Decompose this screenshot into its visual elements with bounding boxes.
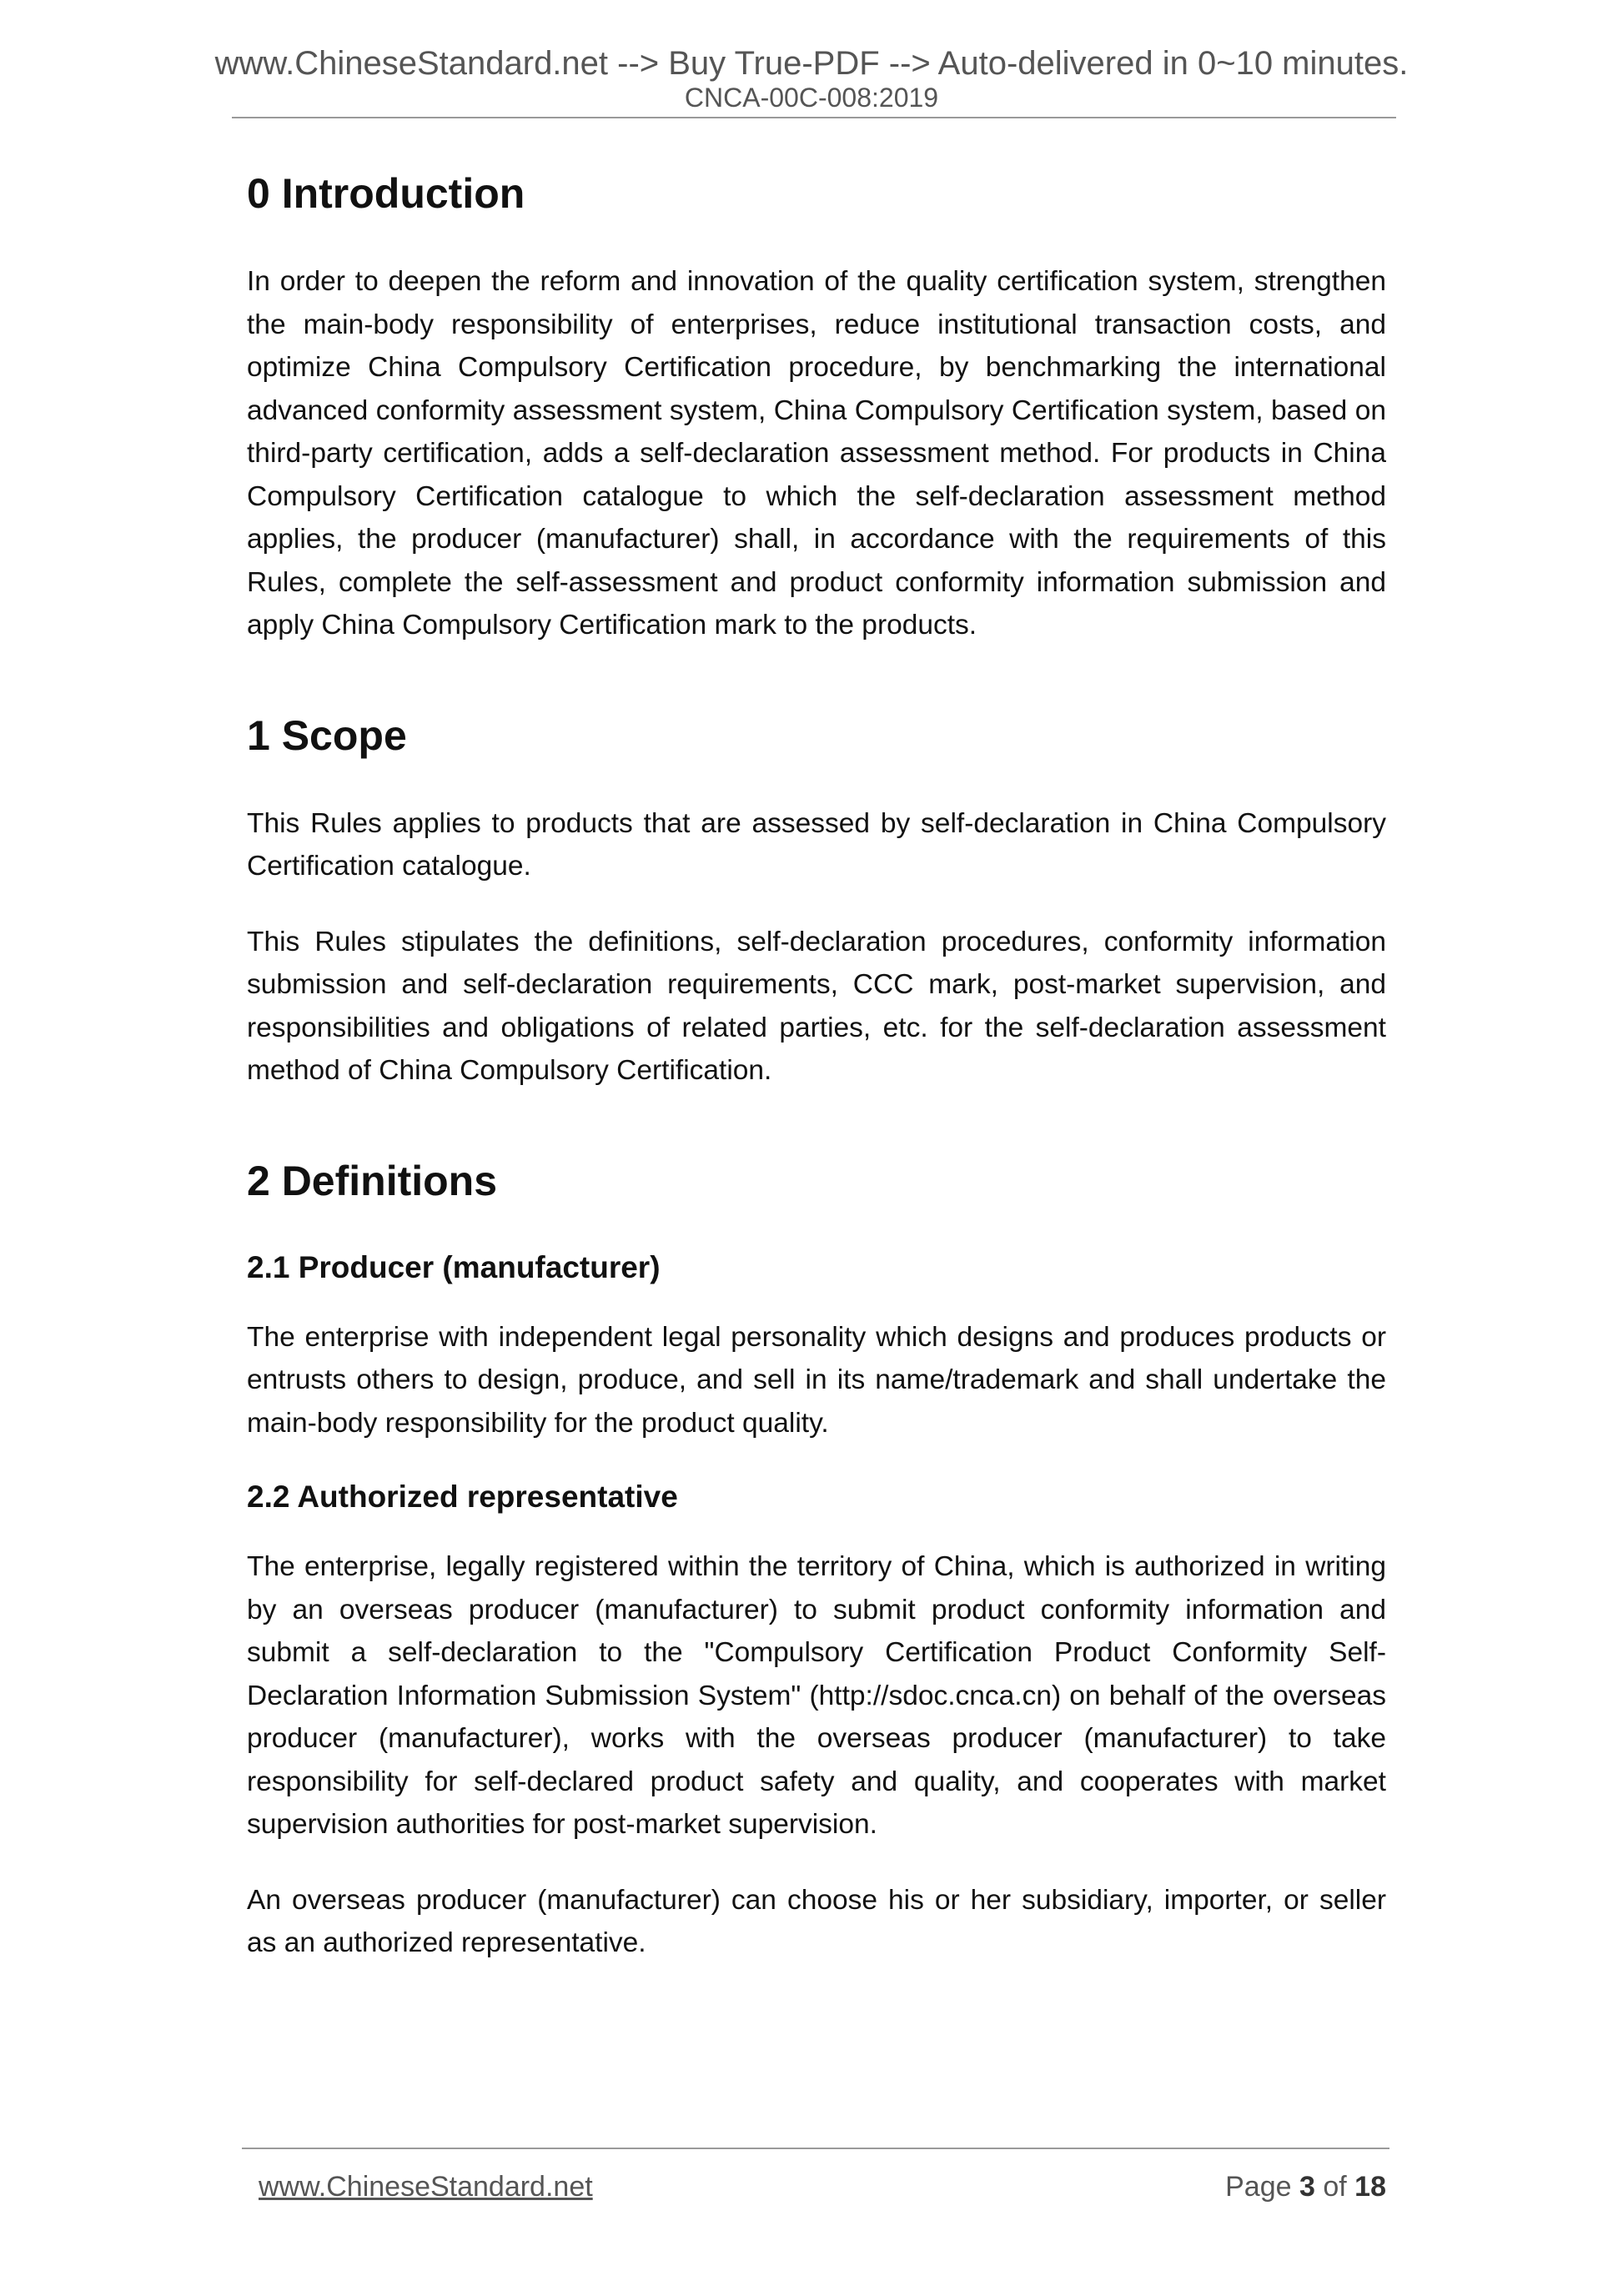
paragraph-introduction: In order to deepen the reform and innovation of the quality certification system, strengthen the main-body responsibility of enterprises, reduce institutional transaction costs, and optimize China Compulsory Certification procedure, by benchmarking the international advanced conformity assessment system, China Compulsory Certification system, based on third-party certification, adds a self-declaration assessment method. For products in China Compulsory Certification catalogue to which the self-declaration assessment method applies, the producer (manufacturer) shall, in accordance with the requirements of this Rules, complete the self-assessment and product conformity information submission and apply China Compulsory Certification mark to the products. [247,266,1386,641]
paragraph-producer: The enterprise with independent legal personality which designs and produces products or entrusts others to design, produce, and sell in its name/trademark and shall undertake the main-body responsibility for the product quality. [247,1321,1386,1439]
heading-introduction: 0 Introduction [247,170,525,217]
page-content [247,167,1386,1965]
page-current: 3 [1299,2171,1315,2203]
header-divider [232,117,1396,118]
footer-website-link[interactable]: www.ChineseStandard.net [259,2171,593,2203]
page-total: 18 [1354,2171,1386,2203]
paragraph-scope-1: This Rules applies to products that are assessed by self-declaration in China Compulsory Certification catalogue. [247,807,1386,882]
heading-producer: 2.1 Producer (manufacturer) [247,1249,661,1284]
paragraph-authorized-representative-2: An overseas producer (manufacturer) can choose his or her subsidiary, importer, or seller as an authorized representative. [247,1884,1386,1958]
page-of: of [1323,2171,1347,2203]
paragraph-authorized-representative-1: The enterprise, legally registered within the territory of China, which is authorized in writing by an overseas producer (manufacturer) to submit product conformity information and submit a self-declaration to the "Compulsory Certification Product Conformity Self-Declaration Information Submission System" (http://sdoc.cnca.cn) on behalf of the overseas producer (manufacturer), works with the overseas producer (manufacturer) to take responsibility for self-declared product safety and quality, and cooperates with market supervision authorities for post-market supervision. [247,1551,1386,1840]
heading-definitions: 2 Definitions [247,1157,498,1204]
banner-text: www.ChineseStandard.net --> Buy True-PDF --> Auto-delivered in 0~10 minutes. [214,45,1409,82]
page-label: Page [1225,2171,1292,2203]
heading-scope: 1 Scope [247,711,407,759]
document-code: CNCA-00C-008:2019 [684,83,939,113]
page-indicator [1225,2168,1386,2205]
paragraph-scope-2: This Rules stipulates the definitions, self-declaration procedures, conformity information submission and self-declaration requirements, CCC mark, post-market supervision, and responsibilities and obligations of related parties, etc. for the self-declaration assessment method of China Compulsory Certification. [247,926,1386,1086]
footer-divider [242,2148,1389,2149]
heading-authorized-representative: 2.2 Authorized representative [247,1480,678,1514]
